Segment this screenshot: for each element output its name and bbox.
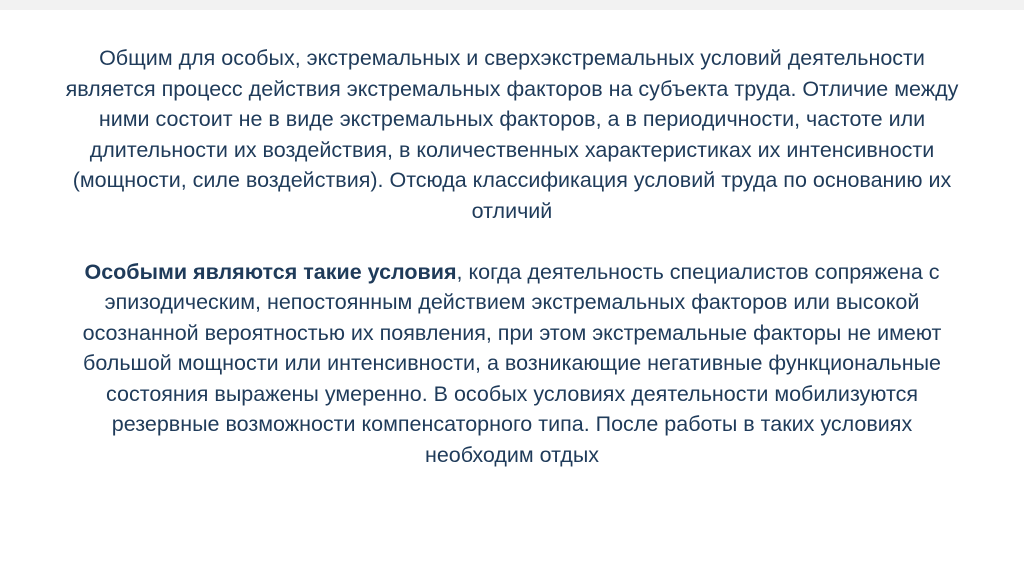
special-conditions-heading: Особыми являются такие условия [84,259,457,284]
paragraph-special-conditions [55,257,969,471]
paragraph-spacer [55,226,969,257]
paragraph-general-conditions: Общим для особых, экстремальных и сверхэкстремальных условий деятельности является процесс действия экстремальных факторов на субъекта труда. Отличие между ними состоит не в виде экстремальных факторов, а в периодичности, частоте или длительности их воздействия, в количественных характеристиках их интенсивности (мощности, силе воздействия). Отсюда классификация условий труда по основанию их отличий [65,46,959,223]
special-conditions-text: , когда деятельность специалистов сопряжена с эпизодическим, непостоянным действием экстремальных факторов или высокой осознанной вероятностью их появления, при этом экстремальные факторы не имеют большой мощности или интенсивности, а возникающие негативные функциональные состояния выражены умеренно. В особых условиях деятельности мобилизуются резервные возможности компенсаторного типа. После работы в таких условиях необходим отдых [82,259,942,467]
top-border-strip [0,0,1024,10]
slide-text-box [55,43,969,470]
